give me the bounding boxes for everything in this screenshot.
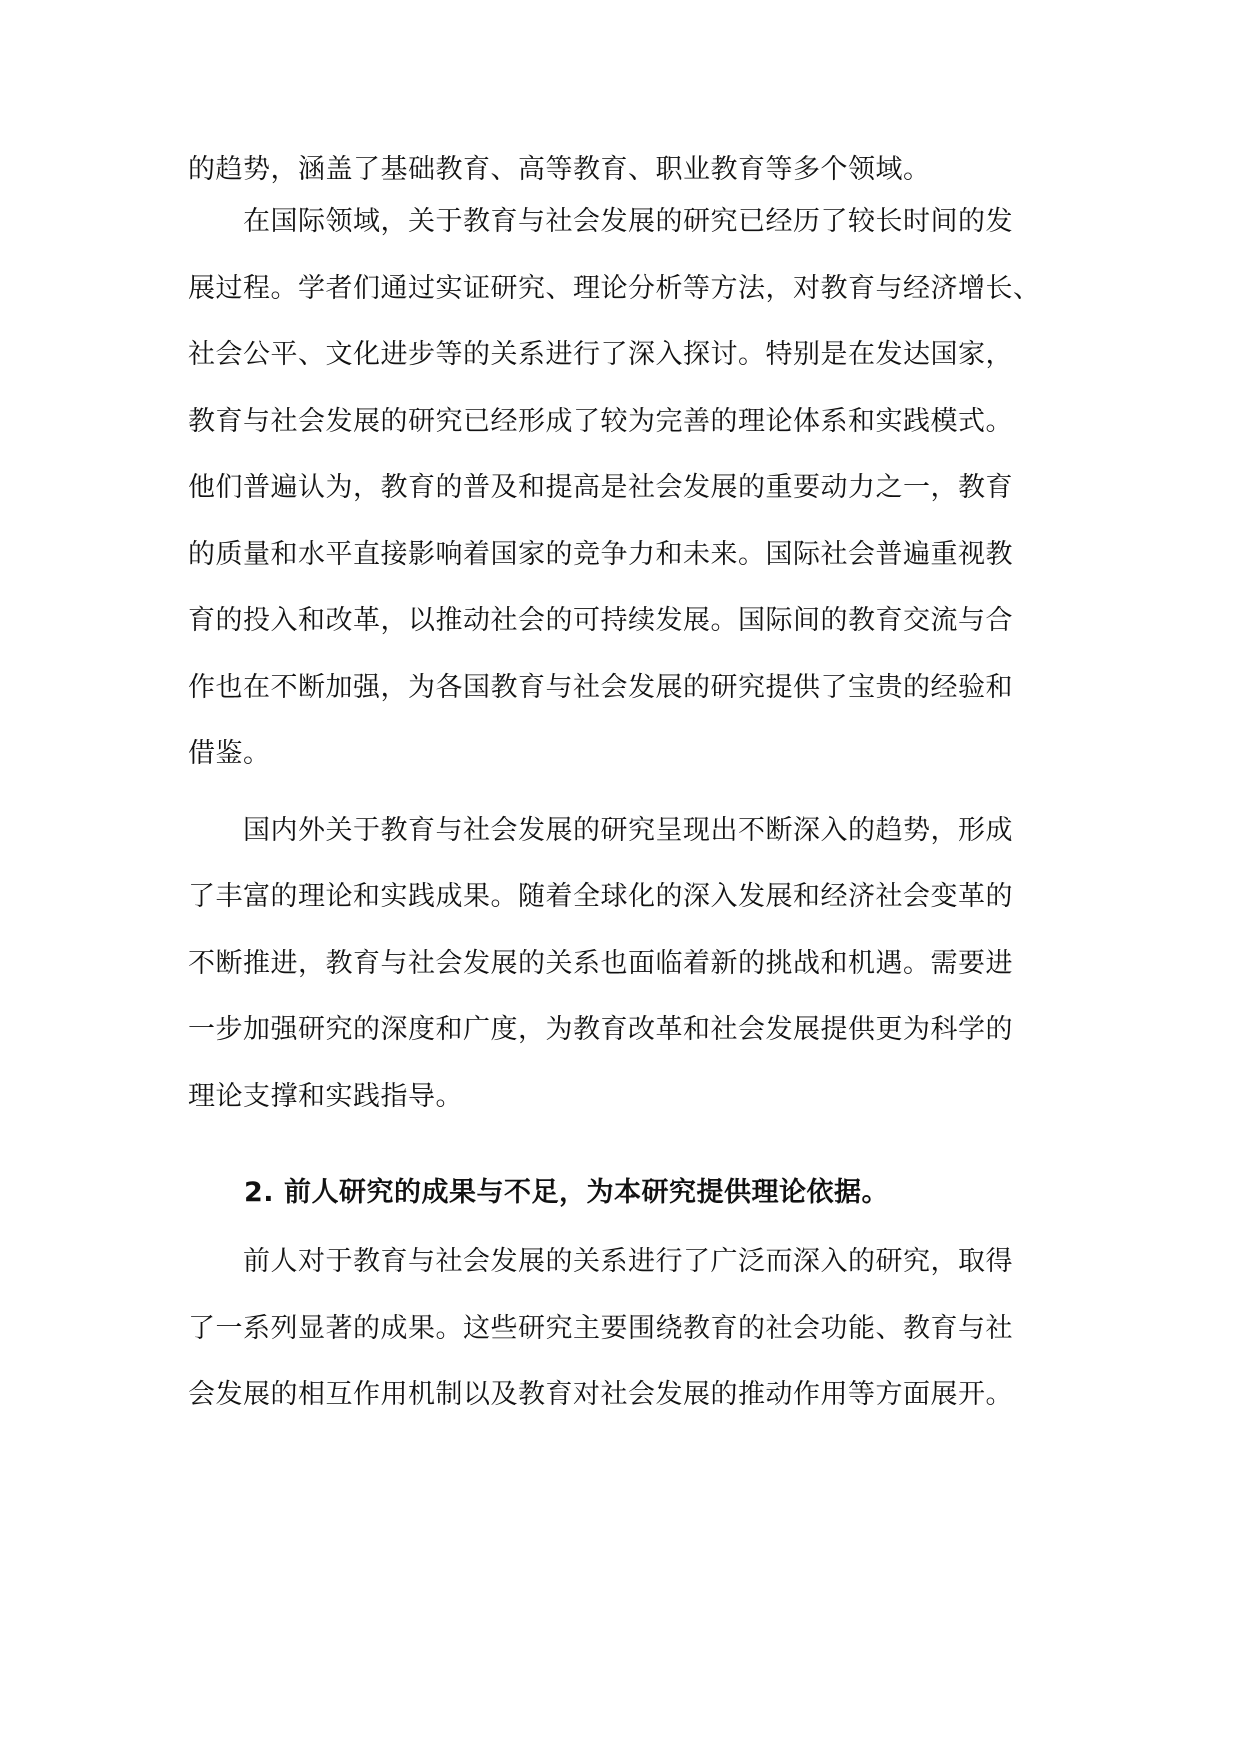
text-line: 国内外关于教育与社会发展的研究呈现出不断深入的趋势，形成 bbox=[243, 815, 1013, 846]
section-heading: 2. 前人研究的成果与不足，为本研究提供理论依据。 bbox=[244, 1177, 889, 1208]
text-line: 的质量和水平直接影响着国家的竞争力和未来。国际社会普遍重视教 bbox=[188, 539, 1013, 570]
text-line: 展过程。学者们通过实证研究、理论分析等方法，对教育与经济增长、 bbox=[188, 273, 1041, 304]
text-line: 教育与社会发展的研究已经形成了较为完善的理论体系和实践模式。 bbox=[188, 406, 1013, 437]
text-line: 不断推进，教育与社会发展的关系也面临着新的挑战和机遇。需要进 bbox=[188, 948, 1013, 979]
text-line: 他们普遍认为，教育的普及和提高是社会发展的重要动力之一，教育 bbox=[188, 472, 1013, 503]
text-line: 一步加强研究的深度和广度，为教育改革和社会发展提供更为科学的 bbox=[188, 1014, 1013, 1045]
text-line: 社会公平、文化进步等的关系进行了深入探讨。特别是在发达国家， bbox=[188, 339, 1013, 370]
text-line: 借鉴。 bbox=[188, 738, 271, 769]
text-line: 了一系列显著的成果。这些研究主要围绕教育的社会功能、教育与社 bbox=[188, 1313, 1013, 1344]
text-line: 了丰富的理论和实践成果。随着全球化的深入发展和经济社会变革的 bbox=[188, 881, 1013, 912]
text-line: 作也在不断加强，为各国教育与社会发展的研究提供了宝贵的经验和 bbox=[188, 672, 1013, 703]
text-line: 的趋势，涵盖了基础教育、高等教育、职业教育等多个领域。 bbox=[188, 154, 931, 185]
text-line: 理论支撑和实践指导。 bbox=[188, 1081, 463, 1112]
text-line: 在国际领域，关于教育与社会发展的研究已经历了较长时间的发 bbox=[243, 206, 1013, 237]
text-line: 会发展的相互作用机制以及教育对社会发展的推动作用等方面展开。 bbox=[188, 1379, 1013, 1410]
text-line: 育的投入和改革，以推动社会的可持续发展。国际间的教育交流与合 bbox=[188, 605, 1013, 636]
text-line: 前人对于教育与社会发展的关系进行了广泛而深入的研究，取得 bbox=[243, 1246, 1013, 1277]
